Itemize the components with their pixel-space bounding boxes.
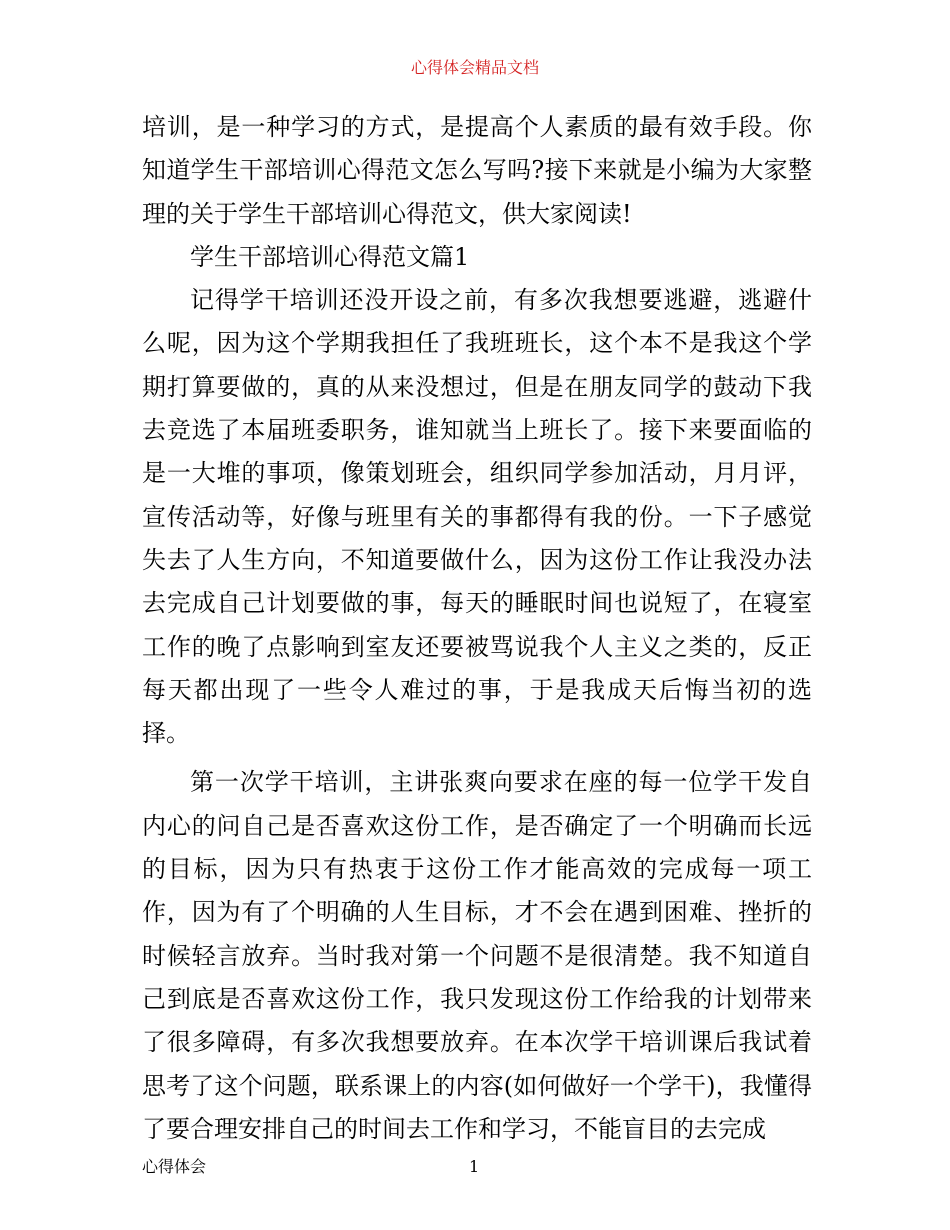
page-number: 1 xyxy=(469,1157,480,1176)
body-paragraph: 第一次学干培训，主讲张爽向要求在座的每一位学干发自内心的问自己是否喜欢这份工作，是否确定了一个明确而长远的目标，因为只有热衷于这份工作才能高效的完成每一项工作，因为有了个明确的人生目标，才不会在遇到困难、挫折的时候轻言放弃。当时我对第一个问题不是很清楚。我不知道自己到底是否喜欢这份工作，我只发现这份工作给我的计划带来了很多障碍，有多次我想要放弃。在本次学干培训课后我试着思考了这个问题，联系课上的内容(如何做好一个学干)，我懂得了要合理安排自己的时间去工作和学习，不能盲目的去完成 xyxy=(142,768,812,1143)
section-heading: 学生干部培训心得范文篇1 xyxy=(190,242,470,271)
document-body xyxy=(142,106,812,1151)
intro-paragraph: 培训，是一种学习的方式，是提高个人素质的最有效手段。你知道学生干部培训心得范文怎么写吗?接下来就是小编为大家整理的关于学生干部培训心得范文，供大家阅读! xyxy=(142,113,812,228)
page-header-title: 心得体会精品文档 xyxy=(410,58,539,77)
footer-label: 心得体会 xyxy=(142,1157,207,1176)
body-paragraph: 记得学干培训还没开设之前，有多次我想要逃避，逃避什么呢，因为这个学期我担任了我班班长，这个本不是我这个学期打算要做的，真的从来没想过，但是在朋友同学的鼓动下我去竞选了本届班委职务，谁知就当上班长了。接下来要面临的是一大堆的事项，像策划班会，组织同学参加活动，月月评，宣传活动等，好像与班里有关的事都得有我的份。一下子感觉失去了人生方向，不知道要做什么，因为这份工作让我没办法去完成自己计划要做的事，每天的睡眠时间也说短了，在寝室工作的晚了点影响到室友还要被骂说我个人主义之类的，反正每天都出现了一些令人难过的事，于是我成天后悔当初的选择。 xyxy=(142,286,812,748)
